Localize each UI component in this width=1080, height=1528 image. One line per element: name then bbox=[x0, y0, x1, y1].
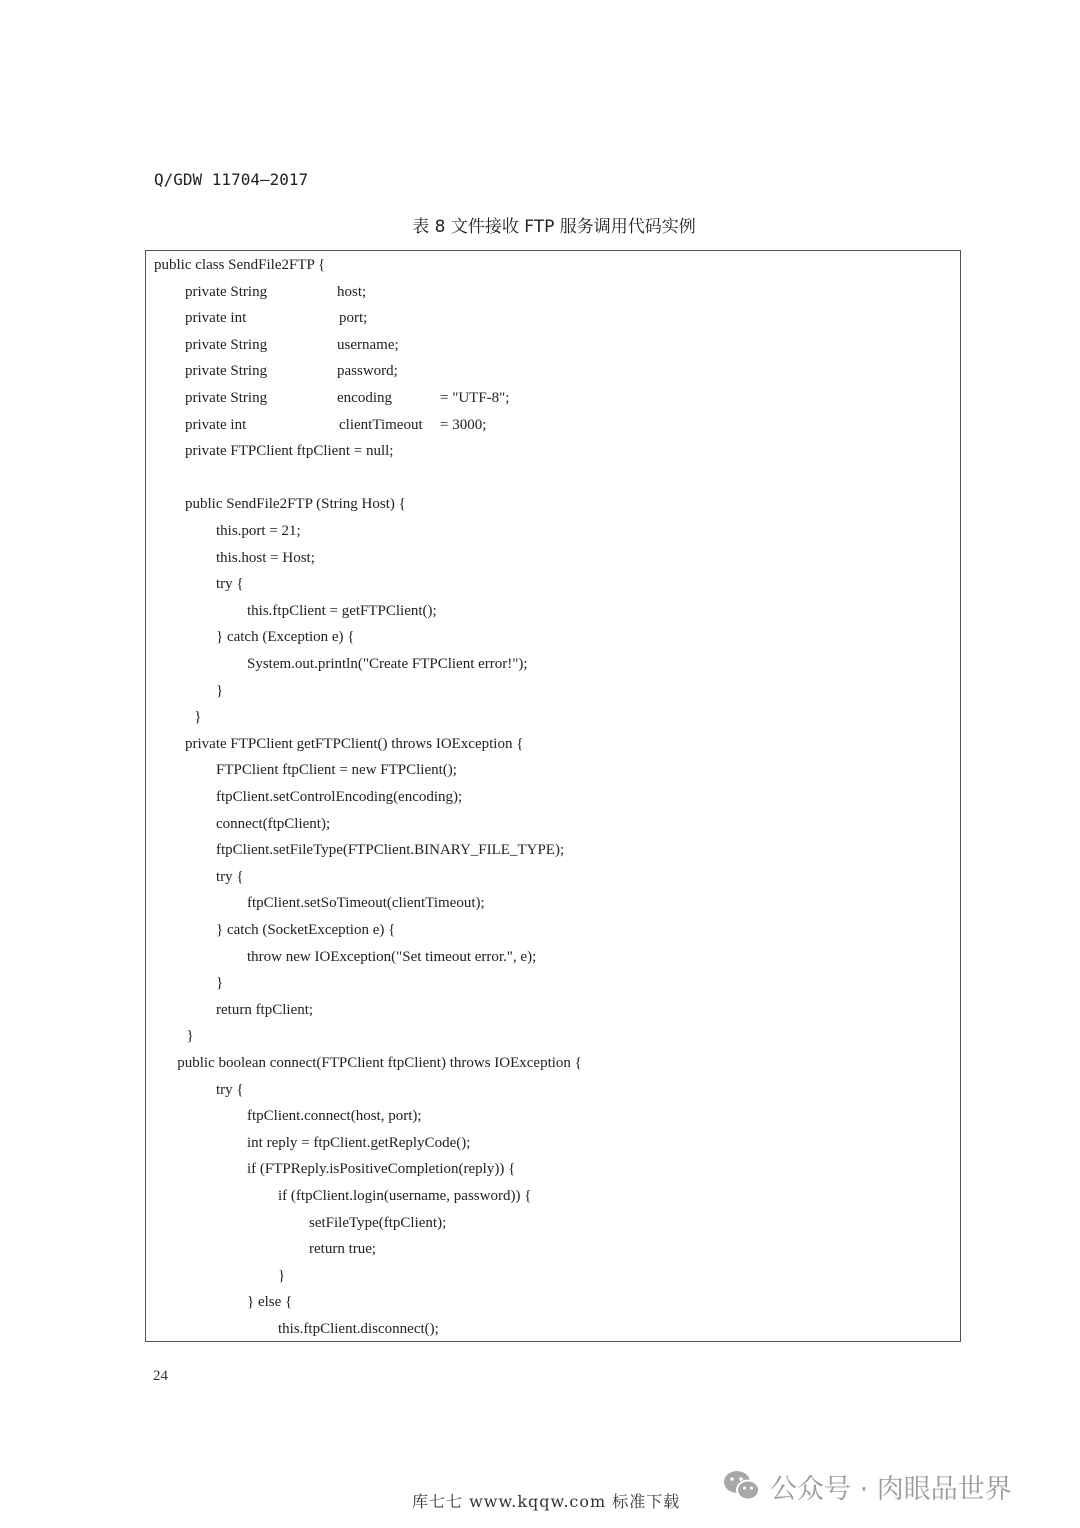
code-token: encoding bbox=[337, 390, 392, 406]
code-line: ftpClient.connect(host, port); bbox=[247, 1108, 422, 1125]
code-line: if (ftpClient.login(username, password)) { bbox=[278, 1188, 532, 1204]
code-line: private FTPClient ftpClient = null; bbox=[185, 443, 394, 460]
code-line: private FTPClient getFTPClient() throws IOException { bbox=[185, 735, 524, 752]
code-line: public SendFile2FTP (String Host) { bbox=[185, 496, 406, 513]
code-token: private int bbox=[185, 416, 247, 433]
download-footer: 库七七 www.kqqw.com 标准下载 bbox=[412, 1492, 681, 1511]
code-token: = 3000; bbox=[440, 416, 487, 433]
code-line: } else { bbox=[247, 1294, 293, 1311]
code-line: this.ftpClient.disconnect(); bbox=[278, 1321, 439, 1337]
code-line: try { bbox=[216, 868, 244, 885]
code-listing-box bbox=[145, 250, 961, 1342]
code-token: private String bbox=[185, 283, 268, 300]
code-line: FTPClient ftpClient = new FTPClient(); bbox=[216, 762, 457, 779]
code-line: this.ftpClient = getFTPClient(); bbox=[247, 602, 437, 619]
code-line: } bbox=[194, 709, 202, 726]
code-line: try { bbox=[216, 1081, 244, 1098]
code-token: host; bbox=[337, 283, 367, 300]
code-token: private int bbox=[185, 310, 247, 327]
code-token: password; bbox=[337, 363, 398, 380]
page-number: 24 bbox=[153, 1368, 168, 1384]
code-line: if (FTPReply.isPositiveCompletion(reply)) { bbox=[247, 1161, 516, 1178]
code-token: port; bbox=[339, 310, 368, 327]
code-token: private String bbox=[185, 336, 268, 353]
wechat-icon bbox=[722, 1469, 762, 1503]
code-line: return ftpClient; bbox=[216, 1001, 314, 1018]
code-line: } bbox=[216, 682, 224, 699]
code-line: } bbox=[186, 1028, 194, 1045]
code-line: try { bbox=[216, 576, 244, 593]
code-line: ftpClient.setControlEncoding(encoding); bbox=[216, 789, 463, 805]
code-line: } bbox=[216, 975, 224, 992]
code-line: connect(ftpClient); bbox=[216, 815, 331, 832]
code-line: ftpClient.setSoTimeout(clientTimeout); bbox=[247, 895, 485, 912]
code-line: public boolean connect(FTPClient ftpClient) throws IOException { bbox=[177, 1055, 582, 1071]
code-line: setFileType(ftpClient); bbox=[309, 1214, 447, 1231]
code-token: private String bbox=[185, 390, 268, 406]
code-line: } catch (SocketException e) { bbox=[216, 922, 396, 938]
standard-code: Q/GDW 11704—2017 bbox=[154, 170, 309, 189]
code-line: } catch (Exception e) { bbox=[216, 629, 355, 646]
code-line: this.port = 21; bbox=[216, 523, 301, 539]
code-line: this.host = Host; bbox=[216, 549, 315, 566]
code-line: throw new IOException("Set timeout error.", e); bbox=[247, 948, 537, 965]
code-line: } bbox=[278, 1267, 286, 1284]
code-line: System.out.println("Create FTPClient error!"); bbox=[247, 656, 528, 672]
code-line: return true; bbox=[309, 1241, 377, 1258]
code-line: int reply = ftpClient.getReplyCode(); bbox=[247, 1134, 471, 1151]
watermark-text: 公众号 · 肉眼品世界 bbox=[770, 1473, 1012, 1505]
code-token: clientTimeout bbox=[339, 416, 423, 433]
watermark bbox=[722, 1464, 1012, 1508]
table-caption: 表 8 文件接收 FTP 服务调用代码实例 bbox=[412, 217, 696, 237]
code-line: public class SendFile2FTP { bbox=[154, 257, 326, 273]
code-token: username; bbox=[337, 336, 399, 353]
code-token: private String bbox=[185, 363, 268, 380]
code-token: = "UTF-8"; bbox=[440, 390, 510, 406]
code-line: ftpClient.setFileType(FTPClient.BINARY_FILE_TYPE); bbox=[216, 842, 565, 859]
